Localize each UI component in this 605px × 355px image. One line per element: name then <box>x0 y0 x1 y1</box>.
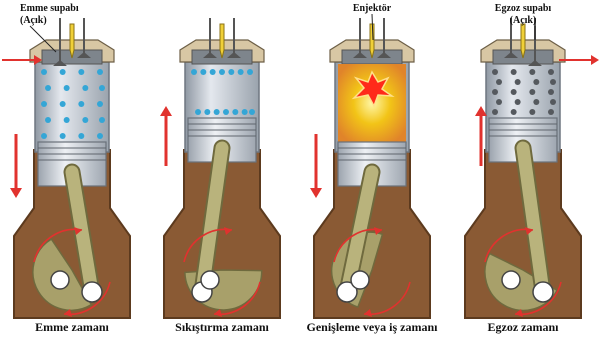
label-line: Enjektör <box>352 3 392 14</box>
gas-particle <box>82 117 88 123</box>
injector <box>370 24 374 58</box>
engine-2 <box>160 18 280 334</box>
gas-particle <box>242 109 248 115</box>
gas-particle <box>99 117 105 123</box>
caption: Egzoz zamanı <box>487 320 559 334</box>
gas-particle <box>45 85 51 91</box>
gas-particle <box>496 99 502 105</box>
gas-particle <box>511 109 517 115</box>
gas-particle <box>550 99 556 105</box>
gas-particle <box>492 89 498 95</box>
gas-particle <box>97 101 103 107</box>
gas-particle <box>548 69 554 75</box>
gas-particle <box>515 99 521 105</box>
gas-particle <box>60 69 66 75</box>
gas-particle <box>529 69 535 75</box>
gas-particle <box>210 69 216 75</box>
gas-particle <box>492 69 498 75</box>
gas-particle <box>515 79 521 85</box>
engine-3 <box>307 3 439 334</box>
gas-particle <box>223 109 229 115</box>
gas-particle <box>492 109 498 115</box>
label-line: Egzoz supabı <box>494 3 552 14</box>
engine-4 <box>465 3 599 334</box>
gas-particle <box>533 79 539 85</box>
gas-particle <box>238 69 244 75</box>
crankshaft <box>51 271 69 289</box>
crankshaft <box>351 271 369 289</box>
gas-particle <box>82 85 88 91</box>
caption: Sıkıştırma zamanı <box>175 320 269 334</box>
gas-particle <box>228 69 234 75</box>
crankshaft <box>502 271 520 289</box>
engine-1 <box>2 3 130 334</box>
gas-particle <box>548 109 554 115</box>
label <box>495 3 552 26</box>
gas-particle <box>496 79 502 85</box>
gas-particle <box>195 109 201 115</box>
gas-particle <box>45 117 51 123</box>
injector <box>220 24 224 58</box>
label-line: Emme supabı <box>20 3 79 14</box>
gas-particle <box>529 109 535 115</box>
chamber <box>338 64 406 142</box>
gas-particle <box>214 109 220 115</box>
arrow-head <box>475 106 487 116</box>
gas-particle <box>99 85 105 91</box>
label <box>20 3 79 26</box>
cylinder <box>35 62 109 152</box>
gas-particle <box>548 89 554 95</box>
gas-particle <box>64 117 70 123</box>
arrow-head <box>10 188 22 198</box>
gas-particle <box>60 101 66 107</box>
gas-particle <box>97 69 103 75</box>
gas-particle <box>78 69 84 75</box>
caption: Genişleme veya iş zamanı <box>306 320 438 334</box>
gas-particle <box>550 79 556 85</box>
gas-particle <box>529 89 535 95</box>
arrow-head <box>591 55 599 65</box>
gas-particle <box>60 133 66 139</box>
gas-particle <box>533 99 539 105</box>
caption: Emme zamanı <box>35 320 109 334</box>
label <box>353 3 392 14</box>
gas-particle <box>204 109 210 115</box>
gas-particle <box>200 69 206 75</box>
arrow-head <box>310 188 322 198</box>
label-line: (Açık) <box>509 15 537 26</box>
gas-particle <box>64 85 70 91</box>
gas-particle <box>78 101 84 107</box>
gas-particle <box>191 69 197 75</box>
gas-particle <box>41 101 47 107</box>
gas-particle <box>249 109 255 115</box>
crank-pin <box>82 282 102 302</box>
injector <box>521 24 525 58</box>
gas-particle <box>232 109 238 115</box>
gas-particle <box>219 69 225 75</box>
gas-particle <box>41 69 47 75</box>
gas-particle <box>97 133 103 139</box>
crankshaft <box>201 271 219 289</box>
gas-particle <box>78 133 84 139</box>
injector <box>70 24 74 58</box>
arrow-head <box>160 106 172 116</box>
gas-particle <box>41 133 47 139</box>
gas-particle <box>511 69 517 75</box>
label-line: (Açık) <box>20 15 47 26</box>
gas-particle <box>511 89 517 95</box>
crank-pin <box>533 282 553 302</box>
gas-particle <box>247 69 253 75</box>
